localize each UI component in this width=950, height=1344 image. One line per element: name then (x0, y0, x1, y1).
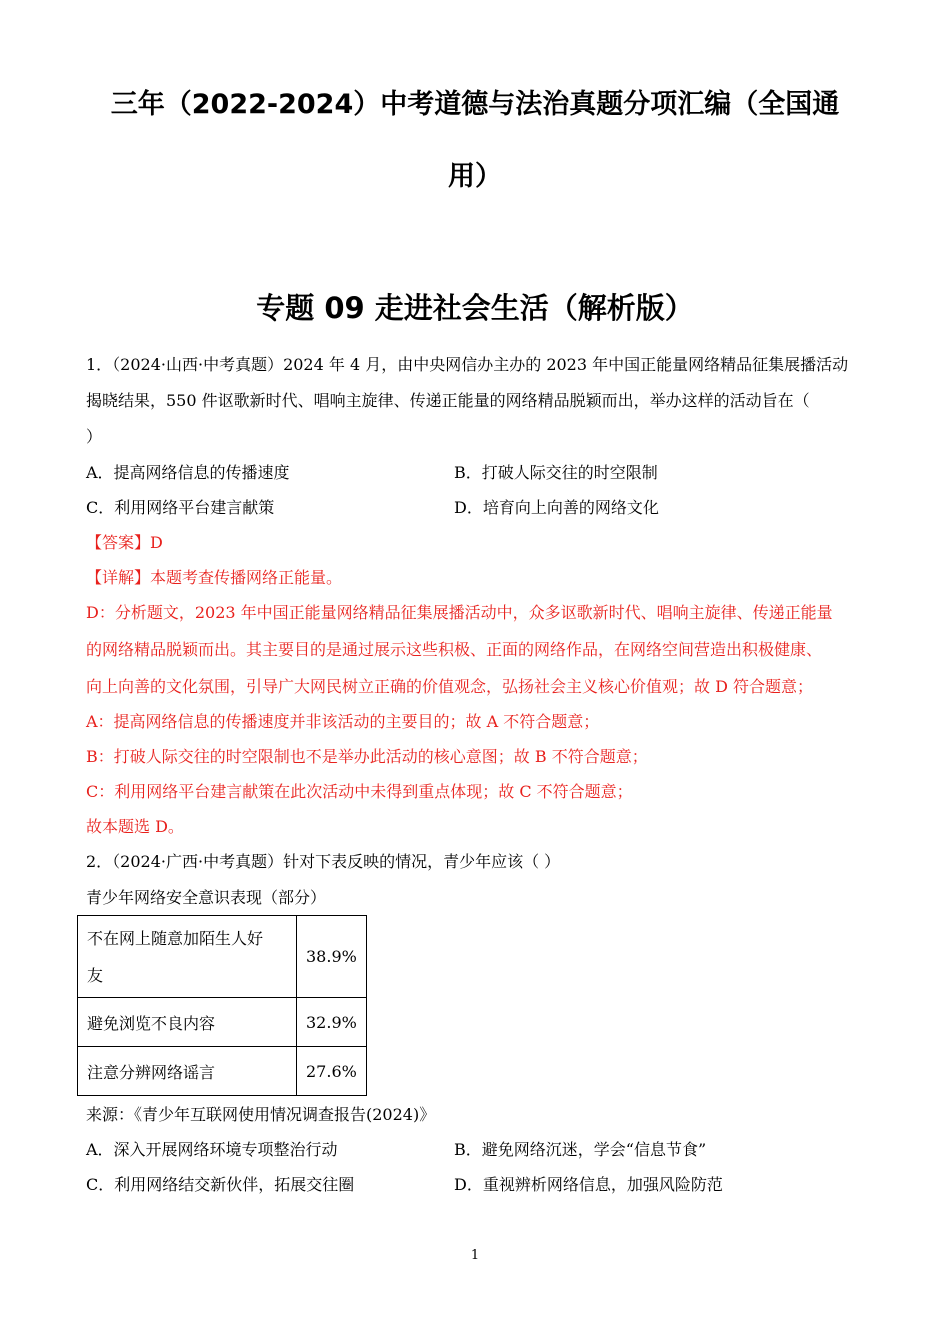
document-title-line-1: 三年（2022-2024）中考道德与法治真题分项汇编（全国通 (110, 89, 840, 120)
q1-option-b: B．打破人际交往的时空限制 (454, 463, 658, 482)
q1-option-c: C．利用网络平台建言献策 (86, 498, 275, 517)
q2-option-c: C．利用网络结交新伙伴，拓展交往圈 (86, 1175, 355, 1194)
q1-analysis-b: B：打破人际交往的时空限制也不是举办此活动的核心意图；故 B 不符合题意； (86, 747, 648, 766)
q1-analysis-line-3: 向上向善的文化氛围，引导广大网民树立正确的价值观念，弘扬社会主义核心价值观；故 D 符合题意； (86, 677, 814, 696)
q2-option-b: B．避免网络沉迷，学会“信息节食” (454, 1140, 707, 1159)
table-cell-label: 避免浏览不良内容 (78, 998, 297, 1047)
q2-table-caption: 青少年网络安全意识表现（部分） (86, 888, 327, 907)
q1-analysis-a: A：提高网络信息的传播速度并非该活动的主要目的；故 A 不符合题意； (86, 712, 600, 731)
topic-subtitle: 专题 09 走进社会生活（解析版） (256, 291, 694, 325)
q1-analysis-line-1: D：分析题文，2023 年中国正能量网络精品征集展播活动中，众多讴歌新时代、唱响主旋律、传递正能量 (86, 603, 833, 622)
q1-stem-line-1: 1．（2024·山西·中考真题）2024 年 4 月，由中央网信办主办的 2023 年中国正能量网络精品征集展播活动 (86, 355, 849, 374)
q1-stem-line-3: ） (86, 427, 103, 446)
q1-answer: 【答案】D (86, 533, 163, 552)
table-cell-label (78, 916, 297, 998)
row-label-line-2: 友 (87, 965, 104, 985)
table-row (78, 998, 367, 1047)
row-label-line-1: 不在网上随意加陌生人好 (87, 928, 264, 948)
q1-analysis-line-2: 的网络精品脱颖而出。其主要目的是通过展示这些积极、正面的网络作品，在网络空间营造出积极健康、 (86, 640, 823, 659)
q1-analysis-c: C：利用网络平台建言献策在此次活动中未得到重点体现；故 C 不符合题意； (86, 782, 633, 801)
q2-stem: 2．（2024·广西·中考真题）针对下表反映的情况，青少年应该（ ） (86, 852, 561, 871)
table-cell-label: 注意分辨网络谣言 (78, 1047, 297, 1096)
q1-conclusion: 故本题选 D。 (86, 817, 184, 836)
table-row (78, 1047, 367, 1096)
survey-table (77, 915, 367, 1096)
table-row (78, 916, 367, 998)
q2-option-d: D．重视辨析网络信息，加强风险防范 (454, 1175, 723, 1194)
q2-option-a: A．深入开展网络环境专项整治行动 (86, 1140, 338, 1159)
q1-option-d: D．培育向上向善的网络文化 (454, 498, 659, 517)
table-cell-value: 27.6% (297, 1047, 367, 1096)
q1-stem-line-2: 揭晓结果，550 件讴歌新时代、唱响主旋律、传递正能量的网络精品脱颖而出，举办这样的活动旨在（ (86, 391, 810, 410)
table-cell-value: 38.9% (297, 916, 367, 998)
q2-source: 来源：《青少年互联网使用情况调查报告(2024)》 (86, 1105, 436, 1124)
page-number: 1 (470, 1248, 480, 1263)
q1-option-a: A．提高网络信息的传播速度 (86, 463, 290, 482)
table-cell-value: 32.9% (297, 998, 367, 1047)
document-title-line-2: 用） (448, 161, 502, 192)
q1-explanation: 【详解】本题考查传播网络正能量。 (86, 568, 343, 587)
